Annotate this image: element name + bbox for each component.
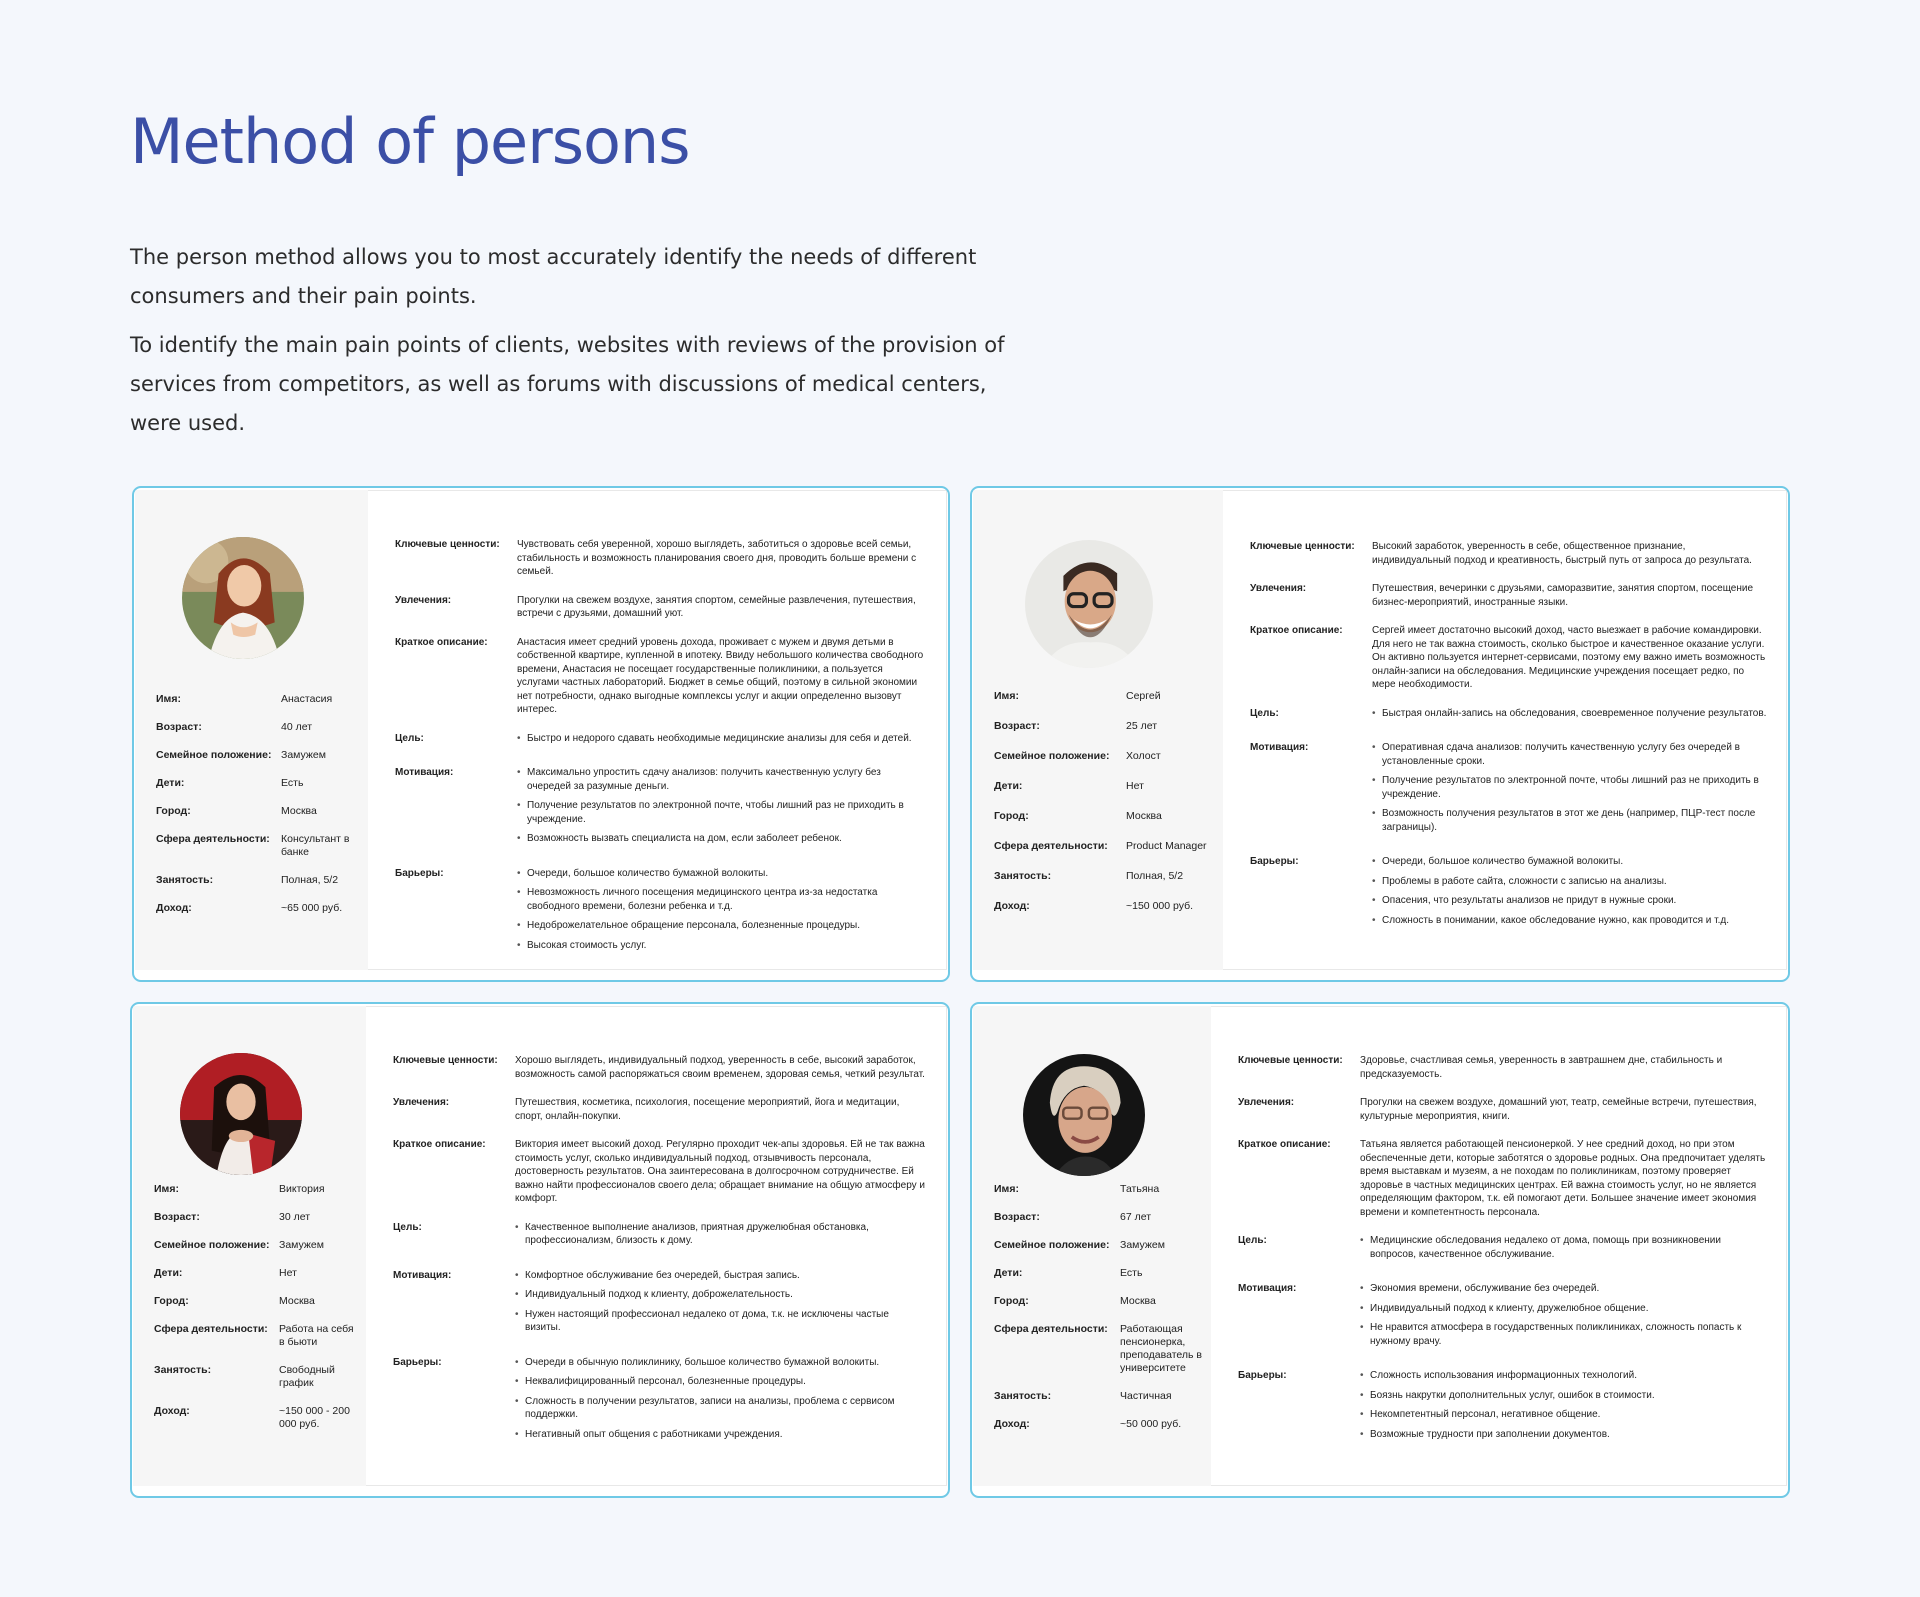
list-item: • Негативный опыт общения с работниками учреждения.	[515, 1428, 927, 1442]
section-label: Ключевые ценности:	[393, 1055, 498, 1066]
persona-card	[132, 486, 950, 982]
section-description	[395, 636, 927, 717]
section-label: Краткое описание:	[1238, 1139, 1331, 1150]
fact-family	[156, 749, 360, 762]
persona-details	[368, 490, 947, 970]
list-item: • Опасения, что результаты анализов не придут в нужные сроки.	[1372, 894, 1729, 908]
fact-family	[994, 1239, 1203, 1252]
fact-label: Имя:	[994, 1183, 1019, 1195]
fact-label: Сфера деятельности:	[994, 840, 1108, 852]
barriers-list	[1360, 1369, 1655, 1447]
section-goal	[1250, 707, 1767, 727]
section-goal	[393, 1221, 927, 1254]
section-hobbies	[395, 594, 927, 621]
fact-city	[154, 1295, 358, 1308]
fact-name	[154, 1183, 358, 1196]
goal-list	[517, 732, 912, 752]
list-item: • Возможность вызвать специалиста на дом, если заболеет ребенок.	[517, 832, 927, 846]
fact-value: Нет	[1126, 780, 1144, 792]
list-item: • Оперативная сдача анализов: получить качественную услугу без очередей в установленные сроки.	[1372, 741, 1767, 768]
persona-sidebar	[135, 490, 368, 970]
list-item: • Очереди, большое количество бумажной волокиты.	[1372, 855, 1729, 869]
list-item: • Сложность в получении результатов, записи на анализы, проблема с сервисом поддержки.	[515, 1395, 927, 1422]
section-values	[393, 1054, 927, 1081]
section-text: Путешествия, косметика, психология, посещение мероприятий, йога и медитации, спорт, онлайн-покупки.	[515, 1097, 900, 1122]
fact-field	[154, 1323, 358, 1349]
section-label: Мотивация:	[393, 1269, 452, 1281]
motivation-list	[517, 766, 927, 852]
fact-name	[156, 693, 360, 706]
avatar	[1025, 540, 1153, 668]
persona-sidebar	[133, 1006, 366, 1486]
fact-label: Дети:	[154, 1267, 183, 1279]
barriers-list	[517, 867, 927, 959]
fact-family	[154, 1239, 358, 1252]
section-hobbies	[1238, 1096, 1767, 1123]
fact-value: Татьяна	[1120, 1183, 1160, 1195]
section-description	[393, 1138, 927, 1206]
section-motivation	[393, 1269, 927, 1341]
fact-value: Работа на себя в бьюти	[279, 1323, 354, 1348]
fact-label: Занятость:	[154, 1364, 212, 1376]
list-item: • Сложность использования информационных технологий.	[1360, 1369, 1655, 1383]
list-item: • Получение результатов по электронной почте, чтобы лишний раз не приходить в учреждение.	[517, 799, 927, 826]
fact-employment	[154, 1364, 358, 1390]
fact-value: Анастасия	[281, 693, 333, 705]
fact-label: Возраст:	[156, 721, 202, 733]
section-label: Барьеры:	[1238, 1370, 1287, 1381]
list-item: • Медицинские обследования недалеко от дома, помощь при возникновении вопросов, качественное обслуживание.	[1360, 1234, 1767, 1261]
fact-value: Есть	[281, 777, 304, 789]
fact-field	[994, 1323, 1203, 1375]
section-label: Краткое описание:	[395, 636, 488, 648]
section-label: Цель:	[1238, 1235, 1267, 1246]
goal-list	[1360, 1234, 1767, 1267]
intro-text	[130, 238, 1010, 453]
section-text: Татьяна является работающей пенсионеркой. У нее средний доход, но при этом обеспеченные дети, которые заботятся о здоровье родных. Она предпочитает уделять время выставкам и музеям, а не походам по поликлиникам, поэтому проверяет здоровье в частных медицинских центрах. Ей важна стоимость услуг, но не является определяющим фактором, т.к. ей помогают дети. Большее значение имеет экономия времени и компетентность персонала.	[1360, 1139, 1766, 1218]
fact-value: Нет	[279, 1267, 297, 1279]
fact-value: ~65 000 руб.	[281, 902, 343, 914]
fact-value: Консультант в банке	[281, 833, 350, 858]
list-item: • Возможные трудности при заполнении документов.	[1360, 1428, 1655, 1442]
fact-income	[994, 1418, 1203, 1431]
section-label: Увлечения:	[393, 1097, 450, 1108]
list-item: • Боязнь накрутки дополнительных услуг, ошибок в стоимости.	[1360, 1389, 1655, 1403]
list-item: • Не нравится атмосфера в государственных поликлиниках, сложность попасть к нужному врачу.	[1360, 1321, 1767, 1348]
fact-children	[994, 780, 1215, 793]
barriers-list	[1372, 855, 1729, 933]
fact-value: Сергей	[1126, 690, 1161, 702]
fact-children	[154, 1267, 358, 1280]
section-goal	[395, 732, 927, 752]
fact-family	[994, 750, 1215, 763]
section-text: Высокий заработок, уверенность в себе, общественное признание, индивидуальный подход и креативность, быстрый путь от запроса до результата.	[1372, 541, 1752, 566]
list-item: • Высокая стоимость услуг.	[517, 939, 927, 953]
avatar	[180, 1053, 302, 1175]
section-label: Увлечения:	[1238, 1097, 1295, 1108]
section-label: Мотивация:	[1250, 742, 1309, 753]
section-label: Цель:	[1250, 707, 1279, 719]
fact-field	[994, 840, 1215, 853]
fact-city	[156, 805, 360, 818]
fact-city	[994, 1295, 1203, 1308]
section-label: Барьеры:	[395, 867, 444, 879]
goal-list	[515, 1221, 927, 1254]
section-text: Прогулки на свежем воздухе, домашний уют, театр, семейные встречи, путешествия, культурные мероприятия, книги.	[1360, 1097, 1757, 1122]
barriers-list	[515, 1356, 927, 1448]
section-label: Ключевые ценности:	[1238, 1055, 1343, 1066]
fact-value: Замужем	[1120, 1239, 1165, 1251]
list-item: • Быстрая онлайн-запись на обследования, своевременное получение результатов.	[1372, 707, 1766, 721]
section-label: Барьеры:	[1250, 856, 1299, 867]
fact-age	[154, 1211, 358, 1224]
section-barriers	[395, 867, 927, 959]
fact-age	[994, 1211, 1203, 1224]
list-item: • Сложность в понимании, какое обследование нужно, как проводится и т.д.	[1372, 914, 1729, 928]
fact-value: Полная, 5/2	[1126, 870, 1184, 882]
section-text: Чувствовать себя уверенной, хорошо выглядеть, заботиться о здоровье всей семьи, стабильность и возможность планирования своего дня, проводить больше времени с семьей.	[517, 539, 917, 577]
persona-facts	[156, 693, 360, 930]
section-label: Цель:	[393, 1221, 422, 1233]
section-barriers	[1250, 855, 1767, 933]
fact-label: Занятость:	[994, 870, 1052, 882]
section-text: Хорошо выглядеть, индивидуальный подход, уверенность в себе, высокий заработок, возможность самой распоряжаться своим временем, здоровая семья, четкий результат.	[515, 1055, 925, 1080]
section-motivation	[1238, 1282, 1767, 1354]
fact-label: Город:	[156, 805, 191, 817]
section-label: Цель:	[395, 732, 424, 744]
fact-children	[156, 777, 360, 790]
fact-label: Дети:	[994, 780, 1023, 792]
persona-facts	[994, 690, 1215, 930]
list-item: • Некомпетентный персонал, негативное общение.	[1360, 1408, 1655, 1422]
list-item: • Недоброжелательное обращение персонала, болезненные процедуры.	[517, 919, 927, 933]
fact-value: Москва	[281, 805, 317, 817]
section-label: Ключевые ценности:	[395, 539, 500, 550]
fact-label: Занятость:	[156, 874, 214, 886]
section-label: Барьеры:	[393, 1356, 442, 1368]
section-label: Краткое описание:	[393, 1139, 486, 1150]
section-label: Краткое описание:	[1250, 625, 1343, 636]
list-item: • Неквалифицированный персонал, болезненные процедуры.	[515, 1375, 927, 1389]
persona-sidebar	[973, 490, 1223, 970]
persona-details	[1223, 490, 1787, 970]
fact-label: Возраст:	[154, 1211, 200, 1223]
fact-value: Свободный график	[279, 1364, 335, 1389]
goal-list	[1372, 707, 1766, 727]
section-barriers	[393, 1356, 927, 1448]
fact-value: Замужем	[279, 1239, 324, 1251]
motivation-list	[515, 1269, 927, 1341]
fact-age	[156, 721, 360, 734]
fact-value: Есть	[1120, 1267, 1143, 1279]
fact-field	[156, 833, 360, 859]
fact-label: Имя:	[154, 1183, 179, 1195]
section-hobbies	[393, 1096, 927, 1123]
list-item: • Нужен настоящий профессионал недалеко от дома, т.к. не исключены частые визиты.	[515, 1308, 927, 1335]
fact-age	[994, 720, 1215, 733]
fact-value: ~50 000 руб.	[1120, 1418, 1182, 1430]
section-values	[1250, 540, 1767, 567]
fact-label: Дети:	[156, 777, 185, 789]
intro-paragraph: The person method allows you to most accurately identify the needs of different consumers and their pain points.	[130, 245, 977, 308]
persona-card	[970, 1002, 1790, 1498]
section-text: Здоровье, счастливая семья, уверенность в завтрашнем дне, стабильность и предсказуемость.	[1360, 1055, 1723, 1080]
section-description	[1250, 624, 1767, 692]
list-item: • Индивидуальный подход к клиенту, доброжелательность.	[515, 1288, 927, 1302]
fact-value: 67 лет	[1120, 1211, 1152, 1223]
motivation-list	[1360, 1282, 1767, 1354]
fact-employment	[156, 874, 360, 887]
fact-label: Доход:	[994, 900, 1030, 912]
section-text: Виктория имеет высокий доход. Регулярно проходит чек-апы здоровья. Ей не так важна стоимость услуг, сколько индивидуальный подход, отзывчивость персонала, достоверность результатов. Она заинтересована в долгосрочном сотрудничестве. Ей важно найти профессионалов своего дела; обращает внимание на общую атмосферу и комфорт.	[515, 1139, 926, 1204]
section-label: Ключевые ценности:	[1250, 541, 1355, 552]
fact-label: Сфера деятельности:	[154, 1323, 268, 1335]
list-item: • Быстро и недорого сдавать необходимые медицинские анализы для себя и детей.	[517, 732, 912, 746]
list-item: • Возможность получения результатов в этот же день (например, ПЦР-тест после заграницы).	[1372, 807, 1767, 834]
section-goal	[1238, 1234, 1767, 1267]
persona-facts	[154, 1183, 358, 1446]
list-item: • Очереди в обычную поликлинику, большое количество бумажной волокиты.	[515, 1356, 927, 1370]
fact-value: 30 лет	[279, 1211, 311, 1223]
section-text: Прогулки на свежем воздухе, занятия спортом, семейные развлечения, путешествия, встречи с друзьями, домашний уют.	[517, 594, 916, 619]
avatar	[1023, 1054, 1145, 1176]
fact-income	[156, 902, 360, 915]
persona-details	[366, 1006, 947, 1486]
persona-facts	[994, 1183, 1203, 1446]
fact-label: Сфера деятельности:	[156, 833, 270, 845]
persona-details	[1211, 1006, 1787, 1486]
fact-value: Полная, 5/2	[281, 874, 339, 886]
fact-value: Product Manager	[1126, 840, 1207, 852]
section-text: Сергей имеет достаточно высокий доход, часто выезжает в рабочие командировки. Для него не так важна стоимость, сколько быстрое и качественное оказание услуги. Он активно пользуется интернет-сервисами, поэтому ему важно иметь возможность онлайн-записи на обследования. Медицинские учреждения посещает редко, по мере необходимости.	[1372, 625, 1766, 690]
fact-employment	[994, 1390, 1203, 1403]
avatar	[182, 537, 304, 659]
fact-income	[154, 1405, 358, 1431]
section-text: Путешествия, вечеринки с друзьями, саморазвитие, занятия спортом, посещение бизнес-мероприятий, иностранные языки.	[1372, 583, 1754, 608]
section-label: Мотивация:	[1238, 1283, 1297, 1294]
section-motivation	[395, 766, 927, 852]
motivation-list	[1372, 741, 1767, 840]
fact-label: Сфера деятельности:	[994, 1323, 1108, 1335]
section-label: Увлечения:	[395, 594, 452, 606]
persona-card	[970, 486, 1790, 982]
fact-label: Город:	[994, 810, 1029, 822]
fact-value: Виктория	[279, 1183, 325, 1195]
fact-value: ~150 000 руб.	[1126, 900, 1194, 912]
section-label: Мотивация:	[395, 767, 454, 778]
section-motivation	[1250, 741, 1767, 840]
fact-label: Имя:	[994, 690, 1019, 702]
fact-label: Имя:	[156, 693, 181, 705]
fact-value: 25 лет	[1126, 720, 1158, 732]
fact-label: Город:	[994, 1295, 1029, 1307]
section-description	[1238, 1138, 1767, 1219]
fact-value: Москва	[1126, 810, 1162, 822]
fact-income	[994, 900, 1215, 913]
fact-label: Дети:	[994, 1267, 1023, 1279]
persona-sidebar	[973, 1006, 1211, 1486]
fact-value: 40 лет	[281, 721, 313, 733]
fact-value: ~150 000 - 200 000 руб.	[279, 1405, 350, 1430]
section-values	[1238, 1054, 1767, 1081]
fact-label: Возраст:	[994, 1211, 1040, 1223]
fact-label: Доход:	[994, 1418, 1030, 1430]
fact-label: Семейное положение:	[156, 749, 272, 761]
list-item: • Очереди, большое количество бумажной волокиты.	[517, 867, 927, 881]
list-item: • Получение результатов по электронной почте, чтобы лишний раз не приходить в учреждение.	[1372, 774, 1767, 801]
fact-label: Семейное положение:	[154, 1239, 270, 1251]
fact-value: Москва	[279, 1295, 315, 1307]
section-text: Анастасия имеет средний уровень дохода, проживает с мужем и двумя детьми в собственной квартире, купленной в ипотеку. Ввиду небольшого количества свободного времени, Анастасия не посещает государственные поликлиники, а пользуется услугами частных лабораторий. Бюджет в семье общий, поэтому в сильной экономии нет потребности, однако выгодные комплексы услуг и акции определенно вызовут интерес.	[517, 636, 924, 715]
list-item: • Максимально упростить сдачу анализов: получить качественную услугу без очередей за разумные деньги.	[517, 766, 927, 793]
fact-label: Семейное положение:	[994, 1239, 1110, 1251]
list-item: • Комфортное обслуживание без очередей, быстрая запись.	[515, 1269, 927, 1283]
list-item: • Невозможность личного посещения медицинского центра из-за недостатка свободного времени, болезни ребенка и т.д.	[517, 886, 927, 913]
fact-value: Работающая пенсионерка, преподаватель в университете	[1120, 1323, 1202, 1374]
persona-card	[130, 1002, 950, 1498]
fact-employment	[994, 870, 1215, 883]
section-values	[395, 538, 927, 579]
section-barriers	[1238, 1369, 1767, 1447]
fact-label: Город:	[154, 1295, 189, 1307]
fact-label: Занятость:	[994, 1390, 1052, 1402]
list-item: • Экономия времени, обслуживание без очередей.	[1360, 1282, 1767, 1296]
fact-value: Замужем	[281, 749, 326, 761]
fact-name	[994, 690, 1215, 703]
fact-label: Возраст:	[994, 720, 1040, 732]
fact-value: Холост	[1126, 750, 1161, 762]
intro-paragraph: To identify the main pain points of clients, websites with reviews of the provision of services from competitors, as well as forums with discussions of medical centers, were used.	[130, 333, 1005, 435]
section-label: Увлечения:	[1250, 583, 1307, 594]
list-item: • Проблемы в работе сайта, сложности с записью на анализы.	[1372, 875, 1729, 889]
section-hobbies	[1250, 582, 1767, 609]
fact-label: Семейное положение:	[994, 750, 1110, 762]
fact-children	[994, 1267, 1203, 1280]
fact-value: Частичная	[1120, 1390, 1172, 1402]
list-item: • Качественное выполнение анализов, приятная дружелюбная обстановка, профессионализм, близость к дому.	[515, 1221, 927, 1248]
fact-label: Доход:	[154, 1405, 190, 1417]
list-item: • Индивидуальный подход к клиенту, дружелюбное общение.	[1360, 1302, 1767, 1316]
fact-value: Москва	[1120, 1295, 1156, 1307]
fact-label: Доход:	[156, 902, 192, 914]
page-title: Method of persons	[130, 105, 690, 178]
fact-name	[994, 1183, 1203, 1196]
fact-city	[994, 810, 1215, 823]
